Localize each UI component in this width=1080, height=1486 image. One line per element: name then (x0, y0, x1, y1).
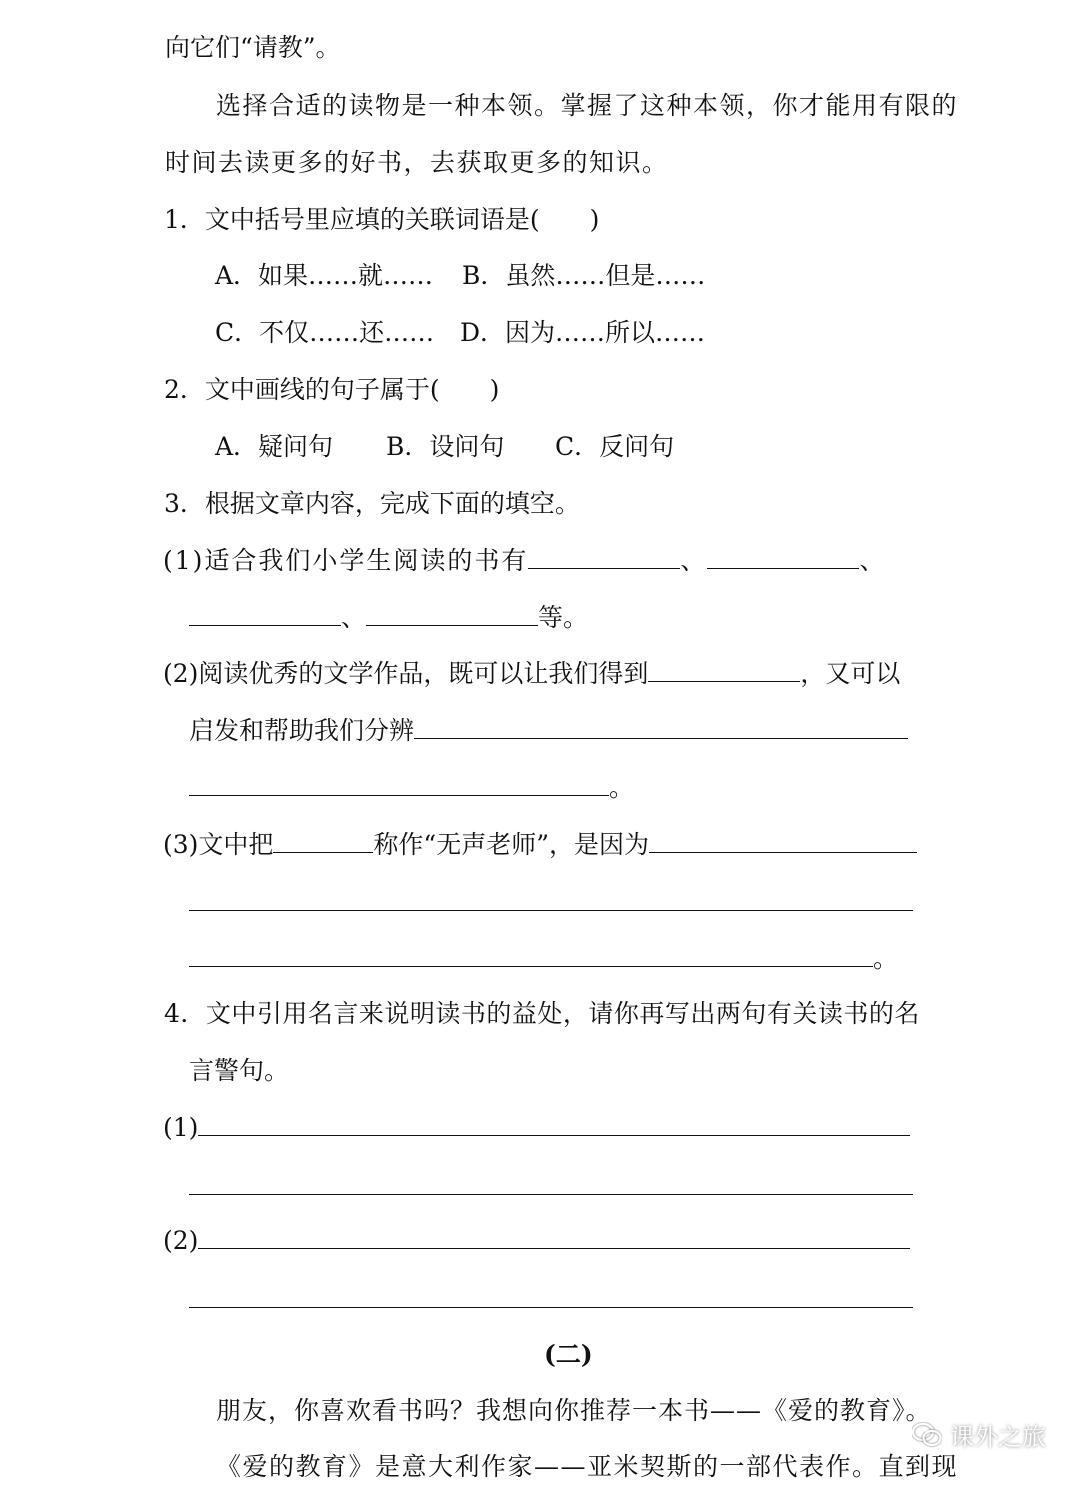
answer-blank[interactable] (189, 601, 341, 626)
question-4-stem: 4．文中引用名言来说明读书的益处，请你再写出两句有关读书的名 (164, 999, 920, 1028)
question-2-option-b: B．设问句 (386, 432, 505, 461)
question-2-option-c: C．反问句 (555, 432, 675, 461)
answer-line[interactable] (189, 1194, 913, 1195)
separator: 、 (859, 546, 887, 575)
part-3-prompt: (3)文中把 (163, 830, 274, 859)
answer-number: (1) (163, 1113, 199, 1142)
watermark-text: 课外之旅 (950, 1423, 1046, 1451)
answer-blank[interactable] (273, 828, 373, 853)
separator: 、 (341, 603, 367, 632)
question-3-part-3 (163, 828, 917, 862)
watermark (912, 1417, 1046, 1452)
passage-line: 《爱的教育》是意大利作家——亚米契斯的一部代表作。直到现 (216, 1452, 959, 1481)
question-4-stem-cont: 言警句。 (189, 1056, 290, 1085)
question-2-stem: 2．文中画线的句子属于( ) (164, 375, 500, 404)
question-1-stem: 1．文中括号里应填的关联词语是( ) (164, 205, 600, 234)
answer-number: (2) (163, 1226, 199, 1255)
answer-line[interactable] (189, 910, 913, 911)
answer-blank[interactable] (707, 544, 859, 569)
part-1-end: 等。 (538, 603, 589, 632)
question-3-part-1 (163, 544, 886, 578)
answer-blank[interactable] (649, 828, 917, 853)
question-3-part-3-end (189, 942, 898, 976)
period: 。 (873, 944, 899, 973)
question-4-answer-1 (163, 1111, 910, 1145)
passage-line: 选择合适的读物是一种本领。掌握了这种本领，你才能用有限的 (216, 91, 959, 120)
question-3-part-2-cont (189, 714, 908, 748)
answer-blank[interactable] (198, 1224, 910, 1249)
answer-blank[interactable] (528, 544, 680, 569)
passage-line: 时间去读更多的好书，去获取更多的知识。 (165, 148, 669, 177)
question-1-option-a: A．如果……就…… (215, 261, 434, 290)
answer-blank[interactable] (198, 1111, 910, 1136)
separator: 、 (680, 546, 708, 575)
wechat-icon (912, 1422, 942, 1448)
answer-blank[interactable] (414, 714, 908, 739)
question-2-option-a: A．疑问句 (215, 432, 334, 461)
part-3-mid: 称作“无声老师”，是因为 (373, 830, 649, 859)
part-2-prompt: (2)阅读优秀的文学作品，既可以让我们得到 (163, 659, 649, 688)
part-1-prompt: (1)适合我们小学生阅读的书有 (163, 546, 529, 575)
passage-line: 向它们“请教”。 (165, 33, 341, 62)
answer-blank[interactable] (189, 942, 873, 967)
answer-blank[interactable] (366, 601, 538, 626)
question-3-part-1-cont (189, 601, 588, 635)
question-3-part-2 (163, 657, 900, 691)
period: 。 (609, 773, 635, 802)
question-4-answer-2 (163, 1224, 910, 1258)
answer-blank[interactable] (189, 771, 609, 796)
part-2-mid: ，又可以 (800, 659, 901, 688)
passage-line: 朋友，你喜欢看书吗？我想向你推荐一本书——《爱的教育》。 (216, 1396, 932, 1425)
question-3-part-2-end (189, 771, 634, 805)
section-heading: (二) (544, 1340, 593, 1369)
question-1-option-c: C．不仅……还…… (215, 318, 435, 347)
question-1-option-d: D．因为……所以…… (460, 318, 706, 347)
question-1-option-b: B．虽然……但是…… (462, 261, 706, 290)
question-3-stem: 3．根据文章内容，完成下面的填空。 (164, 489, 580, 518)
part-2-prompt-cont: 启发和帮助我们分辨 (189, 716, 415, 745)
answer-line[interactable] (189, 1307, 913, 1308)
answer-blank[interactable] (648, 657, 800, 682)
